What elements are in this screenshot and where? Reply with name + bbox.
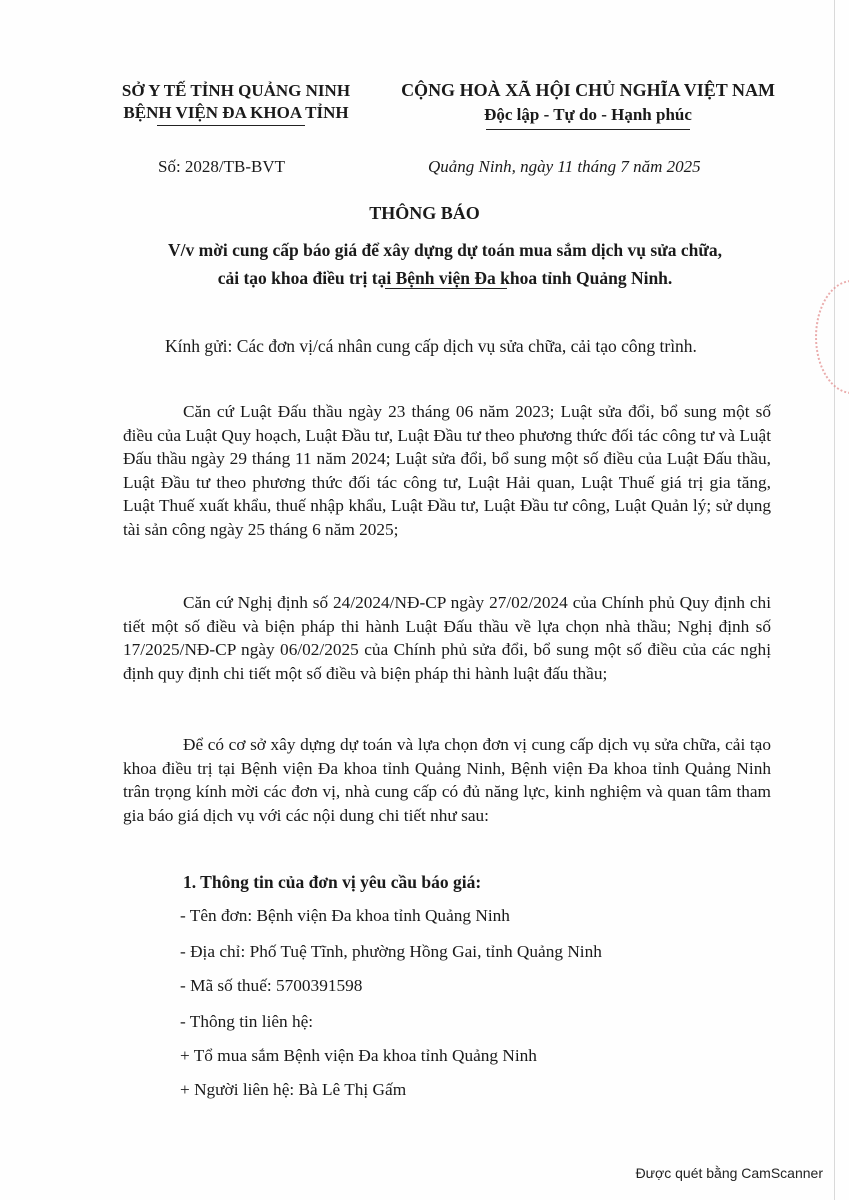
- info-line-contact: - Thông tin liên hệ:: [180, 1012, 314, 1031]
- nation-name: CỘNG HOÀ XÃ HỘI CHỦ NGHĨA VIỆT NAM: [401, 80, 775, 100]
- legal-basis-paragraph-2: Căn cứ Nghị định số 24/2024/NĐ-CP ngày 27/02/2024 của Chính phủ Quy định chi tiết một số điều và biện pháp thi hành Luật Đấu thầu về lựa chọn nhà thầu; Nghị định số 17/2025/NĐ-CP ngày 06/02/2025 của Chính phủ sửa đổi, bổ sung một số điều của các nghị định quy định chi tiết một số điều và biện pháp thi hành luật đấu thầu;: [123, 593, 771, 683]
- scan-edge-line: [834, 0, 835, 1200]
- hospital-name: BỆNH VIỆN ĐA KHOA TỈNH: [123, 103, 349, 122]
- subject-line-2: cải tạo khoa điều trị tại Bệnh viện Đa khoa tỉnh Quảng Ninh.: [217, 268, 673, 288]
- section-1-heading: 1. Thông tin của đơn vị yêu cầu báo giá:: [183, 872, 482, 892]
- legal-basis-paragraph-1: Căn cứ Luật Đấu thầu ngày 23 tháng 06 năm 2023; Luật sửa đổi, bổ sung một số điều của Luật Quy hoạch, Luật Đầu tư, Luật Đầu tư theo phương thức đối tác công tư và Luật Đấu thầu ngày 29 tháng 11 năm 2024; Luật sửa đổi, bổ sung một số điều của Luật Đấu thầu, Luật Đầu tư theo phương thức đối tác công tư, Luật Hải quan, Luật Thuế giá trị gia tăng, Luật Thuế xuất khẩu, thuế nhập khẩu, Luật Đầu tư, Luật Đầu tư công, Luật Quản lý; sử dụng tài sản công ngày 25 tháng 6 năm 2025;: [123, 402, 771, 539]
- issuer-block: [96, 80, 376, 124]
- info-line-address: - Địa chỉ: Phố Tuệ Tĩnh, phường Hồng Gai, tỉnh Quảng Ninh: [180, 942, 602, 961]
- document-date: Quảng Ninh, ngày 11 tháng 7 năm 2025: [428, 157, 701, 176]
- subject-line-1: V/v mời cung cấp báo giá để xây dựng dự toán mua sắm dịch vụ sửa chữa,: [168, 240, 722, 260]
- national-heading: [390, 78, 786, 127]
- document-subject: [120, 236, 770, 292]
- info-line-tax-code: - Mã số thuế: 5700391598: [180, 976, 363, 995]
- recipient-line: Kính gửi: Các đơn vị/cá nhân cung cấp dịch vụ sửa chữa, cải tạo công trình.: [165, 336, 697, 356]
- scanner-watermark: Được quét bằng CamScanner: [635, 1165, 823, 1181]
- invitation-paragraph: Để có cơ sở xây dựng dự toán và lựa chọn đơn vị cung cấp dịch vụ sửa chữa, cải tạo khoa điều trị tại Bệnh viện Đa khoa tỉnh Quảng Ninh, Bệnh viện Đa khoa tỉnh Quảng Ninh trân trọng kính mời các đơn vị, nhà cung cấp có đủ năng lực, kinh nghiệm và quan tâm tham gia báo giá dịch vụ với các nội dung chi tiết như sau:: [123, 735, 771, 825]
- national-motto: Độc lập - Tự do - Hạnh phúc: [484, 103, 692, 127]
- info-line-procurement-team: + Tổ mua sắm Bệnh viện Đa khoa tỉnh Quảng Ninh: [180, 1046, 537, 1065]
- info-line-contact-person: + Người liên hệ: Bà Lê Thị Gấm: [180, 1080, 407, 1099]
- department-name: SỞ Y TẾ TỈNH QUẢNG NINH: [121, 81, 351, 100]
- document-number: Số: 2028/TB-BVT: [158, 157, 286, 176]
- red-stamp-fragment: [815, 280, 849, 394]
- document-title: THÔNG BÁO: [369, 203, 480, 223]
- subject-underline: [385, 288, 507, 289]
- info-line-name: - Tên đơn: Bệnh viện Đa khoa tỉnh Quảng Ninh: [180, 906, 510, 925]
